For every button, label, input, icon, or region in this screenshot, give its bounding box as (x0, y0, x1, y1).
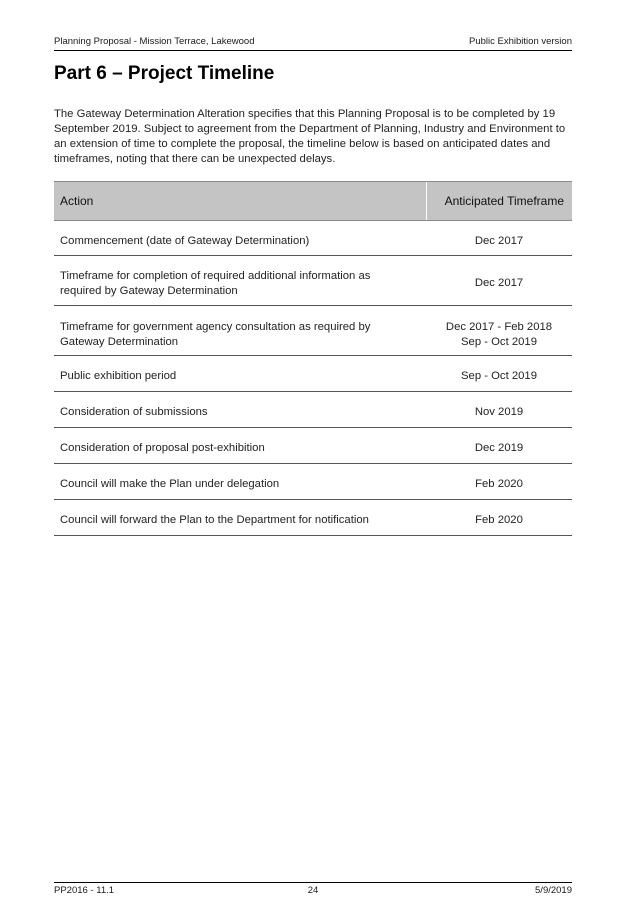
row-action: Commencement (date of Gateway Determination) (60, 235, 310, 247)
footer-page-number: 24 (307, 885, 319, 896)
row-action: Consideration of proposal post-exhibition (60, 442, 265, 454)
footer-reference: PP2016 - 11.1 (54, 885, 115, 896)
table-row (54, 500, 572, 536)
row-action: Council will make the Plan under delegation (60, 478, 280, 490)
header-divider (426, 182, 427, 220)
page-footer (54, 882, 572, 897)
page-title: Part 6 – Project Timeline (54, 63, 275, 84)
row-timeframe: Dec 2019 (474, 442, 524, 454)
footer-date: 5/9/2019 (535, 885, 572, 896)
table-row (54, 306, 572, 356)
row-action: Consideration of submissions (60, 406, 208, 418)
header-timeframe: Anticipated Timeframe (444, 194, 564, 208)
row-timeframe: Feb 2020 (475, 514, 523, 526)
row-action: Timeframe for completion of required additional information as required by Gateway Determination (60, 270, 371, 297)
header-document-title: Planning Proposal - Mission Terrace, Lakewood (54, 36, 255, 47)
table-row (54, 464, 572, 500)
table-row (54, 356, 572, 392)
row-action: Council will forward the Plan to the Department for notification (60, 514, 369, 526)
row-timeframe: Nov 2019 (474, 406, 524, 418)
intro-paragraph: The Gateway Determination Alteration specifies that this Planning Proposal is to be completed by 19 September 2019. Subject to agreement from the Department of Planning, Industry and Environment to an extension of time to complete the proposal, the timeline below is based on anticipated dates and timeframes, noting that there can be unexpected delays. (54, 108, 566, 165)
table-row (54, 428, 572, 464)
page-header (54, 36, 572, 51)
table-header-row (54, 181, 572, 221)
row-timeframe: Dec 2017 (474, 235, 524, 247)
row-action: Timeframe for government agency consultation as required by Gateway Determination (60, 321, 371, 348)
row-timeframe: Feb 2020 (475, 478, 523, 490)
row-timeframe: Dec 2017 (474, 277, 524, 289)
timeline-table (54, 181, 572, 536)
header-action: Action (60, 194, 94, 208)
row-action: Public exhibition period (60, 370, 177, 382)
table-row (54, 221, 572, 256)
table-row (54, 256, 572, 306)
row-timeframe: Sep - Oct 2019 (461, 370, 537, 382)
table-row (54, 392, 572, 428)
row-timeframe: Dec 2017 - Feb 2018 Sep - Oct 2019 (445, 321, 553, 348)
header-version: Public Exhibition version (469, 36, 572, 47)
